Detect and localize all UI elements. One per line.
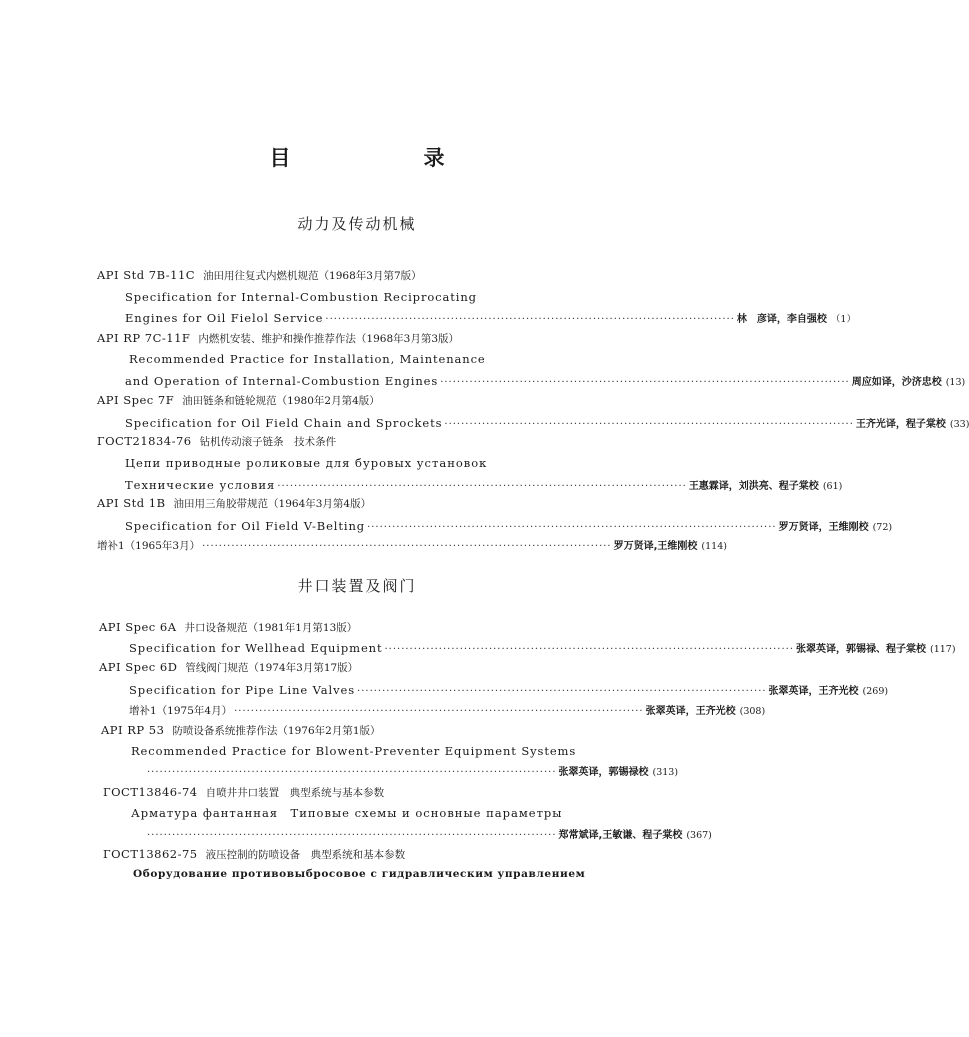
entry-credit: 张翠英译，王齐光校 xyxy=(768,686,859,697)
toc-entry-line xyxy=(125,518,893,533)
dot-leader: ·································································································· xyxy=(147,767,557,778)
section-title-power: 动力及传动机械 xyxy=(297,215,417,233)
dot-leader: ·································································································· xyxy=(325,314,735,325)
toc-entry-head xyxy=(99,660,358,675)
entry-title-zh: 自喷井井口装置 典型系统与基本参数 xyxy=(205,787,385,799)
page-number: (61) xyxy=(822,481,843,492)
entry-title-zh: 管线阀门规范（1974年3月第17版） xyxy=(185,662,359,674)
dot-leader: ·································································································· xyxy=(444,419,854,430)
entry-title-zh: 液压控制的防喷设备 典型系统和基本参数 xyxy=(205,849,406,861)
toc-entry-line xyxy=(125,373,966,388)
toc-entry-line xyxy=(129,640,956,655)
toc-entry-line xyxy=(125,477,843,492)
toc-entry-head xyxy=(103,847,405,862)
entry-title-en: Specification for Oil Field V-Belting xyxy=(125,519,366,533)
entry-title-zh: 增补1（1975年4月） xyxy=(129,705,233,717)
entry-credit: 罗万贤译,王维刚校 xyxy=(613,541,698,552)
page-number: (117) xyxy=(930,644,956,655)
page-title: 目 录 xyxy=(269,146,501,170)
dot-leader: ·································································································· xyxy=(202,541,612,552)
standard-code: API Spec 6D xyxy=(99,660,178,674)
toc-entry-head xyxy=(97,434,336,449)
section-title-wellhead: 井口装置及阀门 xyxy=(297,577,417,595)
dot-leader: ·································································································· xyxy=(440,377,850,388)
page-number: (313) xyxy=(652,767,679,778)
toc-entry-head xyxy=(101,723,381,738)
entry-title-line: Арматура фантанная Типовые схемы и основные параметры xyxy=(131,806,563,820)
entry-title-zh: 增补1（1965年3月） xyxy=(97,540,201,552)
entry-title-ru: Технические условия xyxy=(125,478,276,492)
entry-credit: 罗万贤译，王维刚校 xyxy=(778,522,869,533)
entry-title-en: Engines for Oil Fielol Service xyxy=(125,311,324,325)
toc-entry-head xyxy=(99,620,357,635)
entry-title-zh: 钻机传动滚子链条 技术条件 xyxy=(199,436,337,448)
standard-code: API Spec 6A xyxy=(99,620,177,634)
dot-leader: ·································································································· xyxy=(147,830,557,841)
page-number: (367) xyxy=(686,830,712,841)
standard-code: API RP 7C-11F xyxy=(97,331,191,345)
entry-credit: 王齐光译，程子棠校 xyxy=(855,419,946,430)
standard-code: API Std 7B-11C xyxy=(97,268,196,282)
entry-title-line: Оборудование противовыбросовое с гидравлическим управлением xyxy=(133,868,586,880)
entry-title-line: Specification for Internal-Combustion Reciprocating xyxy=(125,290,477,304)
page-number: (13) xyxy=(945,377,966,388)
standard-code: API RP 53 xyxy=(101,723,165,737)
toc-entry-line xyxy=(145,763,679,778)
dot-leader: ·································································································· xyxy=(384,644,794,655)
toc-entry-line xyxy=(125,415,969,430)
entry-title-zh: 油田用往复式内燃机规范（1968年3月第7版） xyxy=(203,270,422,282)
entry-title-line: Recommended Practice for Blowent-Preventer Equipment Systems xyxy=(131,744,577,758)
entry-title-en: Specification for Wellhead Equipment xyxy=(129,641,383,655)
entry-title-zh: 油田链条和链轮规范（1980年2月第4版） xyxy=(182,395,380,407)
entry-title-en: and Operation of Internal-Combustion Engines xyxy=(125,374,439,388)
entry-title-zh: 内燃机安装、维护和操作推荐作法（1968年3月第3版） xyxy=(198,333,460,345)
page-number: (33) xyxy=(949,419,969,430)
dot-leader: ·································································································· xyxy=(367,522,777,533)
dot-leader: ·································································································· xyxy=(277,481,687,492)
entry-title-zh: 油田用三角胶带规范（1964年3月第4版） xyxy=(173,498,372,510)
standard-code: ГОСТ13846-74 xyxy=(103,785,198,799)
toc-entry-head xyxy=(97,393,380,408)
entry-credit: 张翠英译，郭锡禄、程子棠校 xyxy=(796,644,926,655)
toc-entry-head xyxy=(97,331,459,346)
standard-code: ГОСТ13862-75 xyxy=(103,847,198,861)
standard-code: API Std 1B xyxy=(97,496,166,510)
entry-credit: 郑常斌译,王敏谦、程子棠校 xyxy=(558,830,683,841)
standard-code: API Spec 7F xyxy=(97,393,175,407)
entry-title-en: Specification for Pipe Line Valves xyxy=(129,683,356,697)
dot-leader: ·································································································· xyxy=(234,706,644,717)
toc-entry-line xyxy=(129,682,889,697)
toc-entry-head xyxy=(97,496,371,511)
standard-code: ГОСТ21834-76 xyxy=(97,434,192,448)
entry-title-zh: 防喷设备系统推荐作法（1976年2月第1版） xyxy=(172,725,381,737)
toc-entry-line xyxy=(129,702,766,718)
entry-credit: 张翠英译，王齐光校 xyxy=(645,706,736,717)
entry-title-zh: 井口设备规范（1981年1月第13版） xyxy=(184,622,358,634)
page-number: (114) xyxy=(701,541,727,552)
entry-credit: 林 彦译，李自强校 xyxy=(736,314,827,325)
toc-entry-line xyxy=(97,537,727,553)
page-number: (269) xyxy=(862,686,889,697)
entry-title-line: Цепи приводные роликовые для буровых установок xyxy=(125,456,488,470)
toc-entry-line xyxy=(145,826,712,841)
entry-credit: 王惠霖译，刘洪亮、程子棠校 xyxy=(688,481,819,492)
entry-credit: 张翠英译，郭锡禄校 xyxy=(558,767,649,778)
page-number: (308) xyxy=(739,706,766,717)
toc-entry-head xyxy=(97,268,422,283)
page-number: （1） xyxy=(830,314,856,325)
dot-leader: ·································································································· xyxy=(357,686,767,697)
page-number: (72) xyxy=(872,522,893,533)
toc-entry-head xyxy=(103,785,384,800)
entry-credit: 周应如译，沙济忠校 xyxy=(851,377,942,388)
entry-title-en: Specification for Oil Field Chain and Sprockets xyxy=(125,416,443,430)
entry-title-line: Recommended Practice for Installation, Maintenance xyxy=(129,352,486,366)
toc-entry-line xyxy=(125,310,856,325)
